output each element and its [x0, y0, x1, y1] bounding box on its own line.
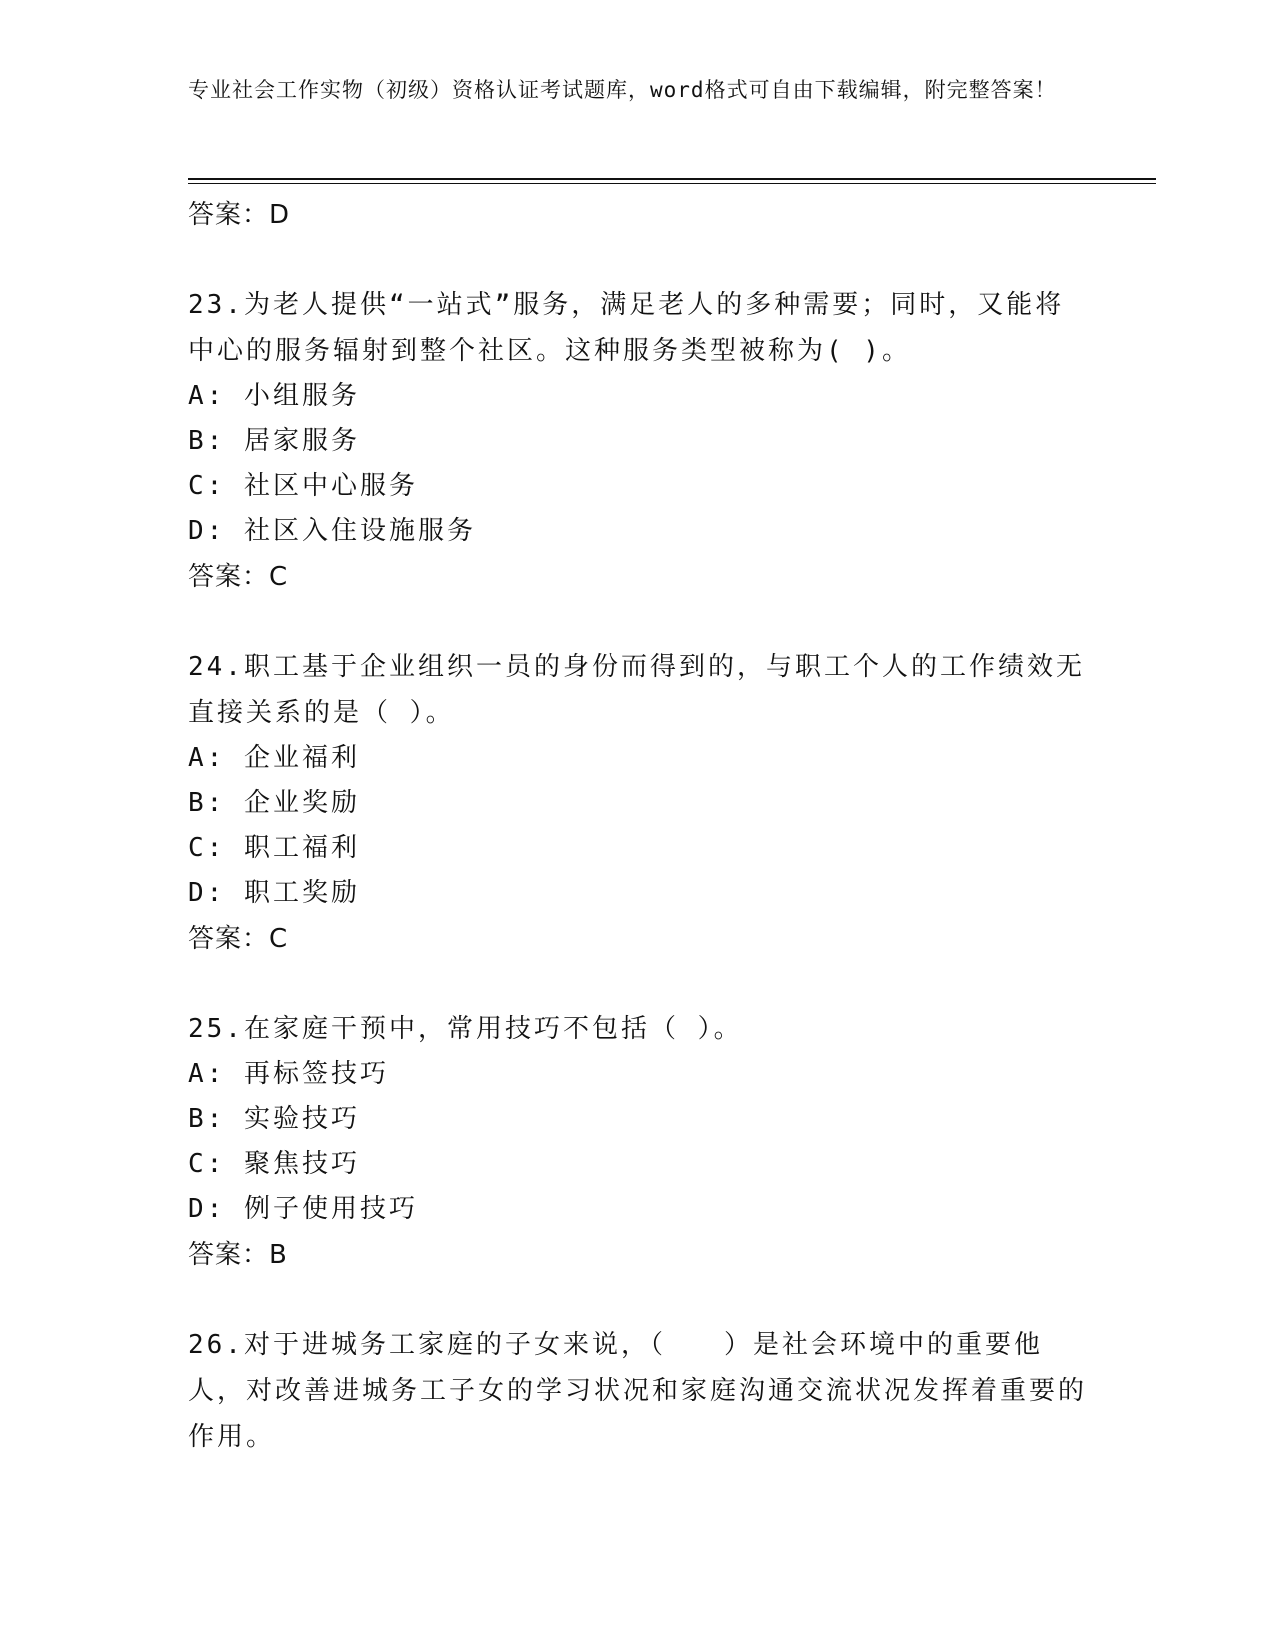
- option-a: A: 再标签技巧: [188, 1059, 389, 1089]
- option-d: D: 职工奖励: [188, 878, 360, 908]
- answer-line: 答案：C: [188, 924, 289, 954]
- question-list: [188, 192, 1088, 1460]
- option-c: C: 社区中心服务: [188, 471, 418, 501]
- option-a: A: 企业福利: [188, 743, 360, 773]
- option-c: C: 聚焦技巧: [188, 1149, 360, 1179]
- previous-question-answer: 答案：D: [188, 200, 291, 230]
- option-a: A: 小组服务: [188, 381, 360, 411]
- question-25: [188, 1006, 1088, 1278]
- page-header: 专业社会工作实物（初级）资格认证考试题库，word格式可自由下载编辑，附完整答案！: [188, 78, 1057, 102]
- question-26: [188, 1322, 1088, 1460]
- header-divider-thin: [188, 183, 1156, 184]
- option-b: B: 实验技巧: [188, 1104, 360, 1134]
- header-divider: [188, 178, 1156, 180]
- option-c: C: 职工福利: [188, 833, 360, 863]
- question-text: 26.对于进城务工家庭的子女来说，（ ）是社会环境中的重要他人，对改善进城务工子女的学习状况和家庭沟通交流状况发挥着重要的作用。: [188, 1330, 1088, 1452]
- question-text: 24.职工基于企业组织一员的身份而得到的，与职工个人的工作绩效无直接关系的是（ ）。: [188, 652, 1085, 728]
- option-b: B: 居家服务: [188, 426, 360, 456]
- question-24: [188, 644, 1088, 962]
- answer-line: 答案：C: [188, 562, 289, 592]
- option-d: D: 社区入住设施服务: [188, 516, 476, 546]
- question-text: 25.在家庭干预中，常用技巧不包括（ ）。: [188, 1014, 743, 1044]
- option-b: B: 企业奖励: [188, 788, 360, 818]
- question-text: 23.为老人提供“一站式”服务，满足老人的多种需要；同时，又能将中心的服务辐射到整个社区。这种服务类型被称为( )。: [188, 290, 1065, 366]
- option-d: D: 例子使用技巧: [188, 1194, 418, 1224]
- question-23: [188, 282, 1088, 600]
- answer-line: 答案：B: [188, 1240, 288, 1270]
